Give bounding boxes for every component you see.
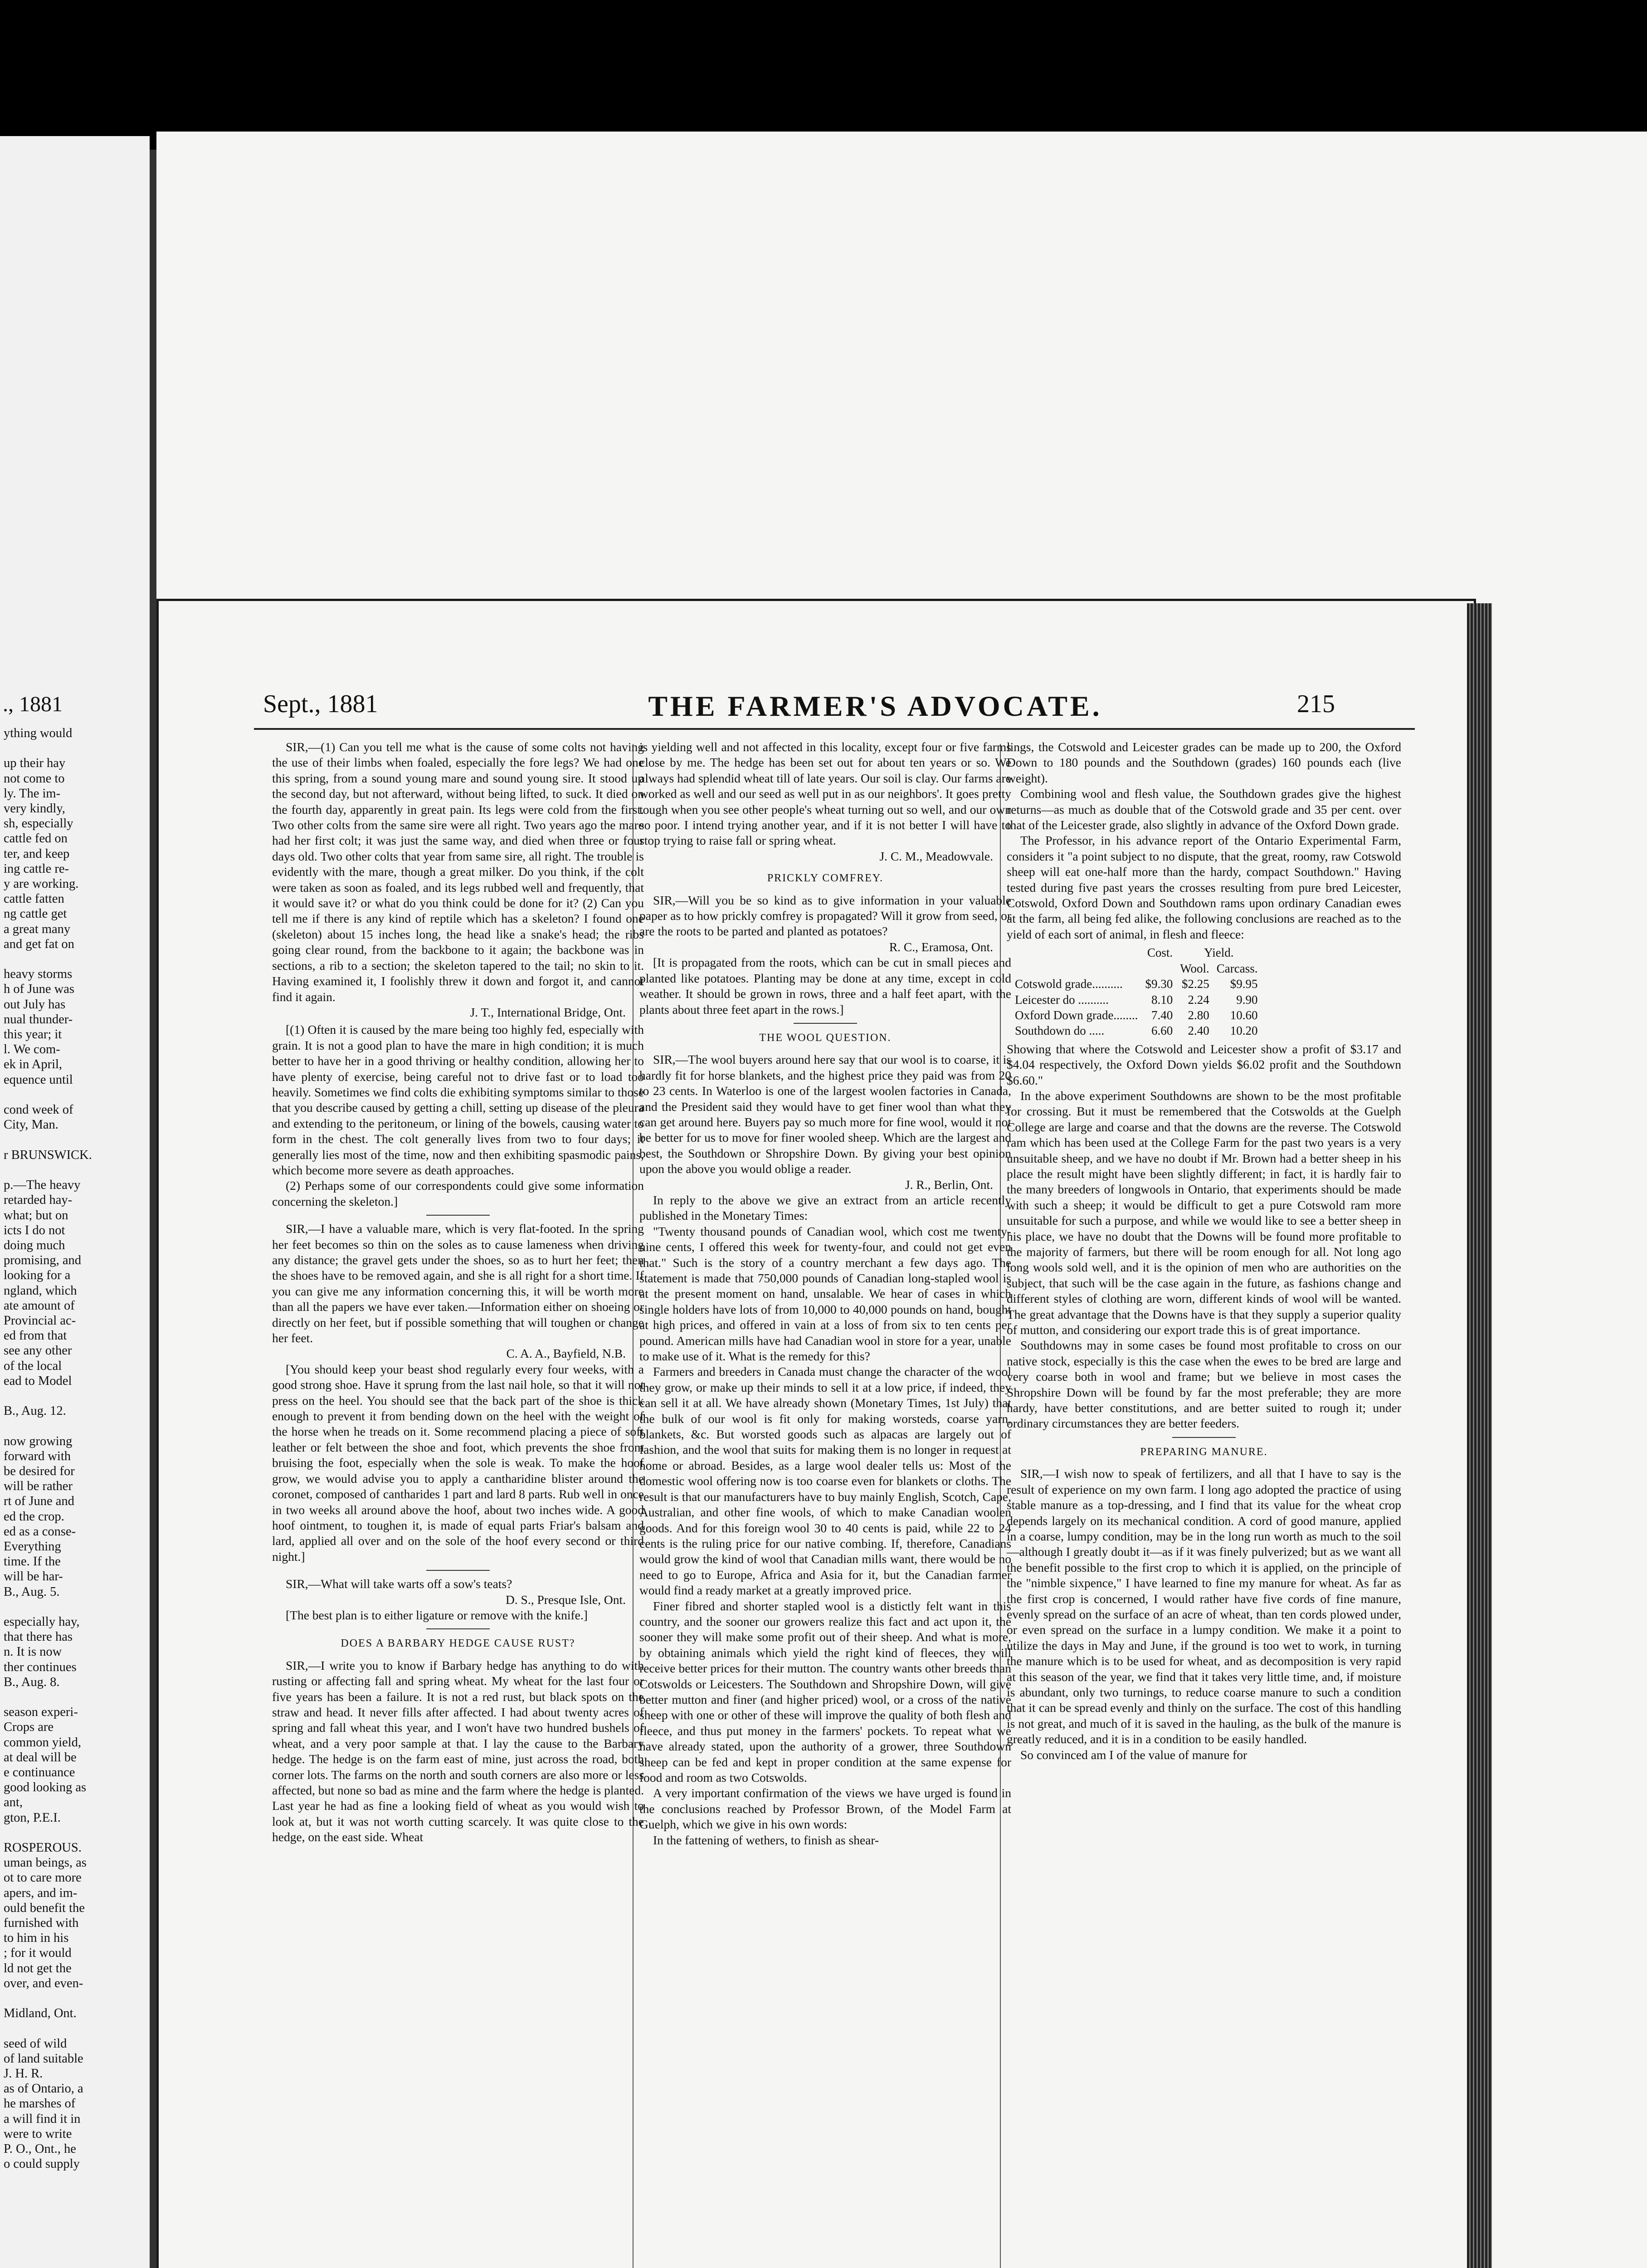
left-page-line: P. O., Ont., he bbox=[4, 2142, 76, 2156]
paragraph: So convinced am I of the value of manure for bbox=[1020, 1747, 1247, 1762]
left-page-line: out July has bbox=[4, 997, 66, 1012]
left-page-line: be desired for bbox=[4, 1464, 75, 1478]
table-row bbox=[1011, 1007, 1261, 1023]
paragraph: Southdowns may in some cases be found most profitable to cross on our native stock, especially is this the case when the ewes to be bred are large and very coarse both in wool and frame; but we believe in most cases the Shropshire Down will be found by far the most preferable; they are more hardy, have better constitutions, and are better suited to rough it; under ordinary circumstances they are better feeders. bbox=[1007, 1338, 1401, 1431]
signature: J. R., Berlin, Ont. bbox=[905, 1177, 993, 1192]
left-page-line bbox=[4, 1163, 148, 1178]
left-page-line: forward with bbox=[4, 1449, 71, 1463]
left-page-line: e continuance bbox=[4, 1765, 75, 1780]
left-page-line: ate amount of bbox=[4, 1298, 75, 1313]
left-page-line: equence until bbox=[4, 1072, 73, 1087]
table-header-yield: Yield. bbox=[1204, 946, 1234, 960]
carcass-cell: $9.95 bbox=[1230, 977, 1258, 991]
left-page-line bbox=[4, 1991, 148, 2006]
left-page-line: apers, and im- bbox=[4, 1886, 78, 1900]
left-page-line: this year; it bbox=[4, 1027, 62, 1042]
left-page-line: ther continues bbox=[4, 1660, 77, 1674]
breed-cell: Oxford Down grade........ bbox=[1015, 1008, 1138, 1022]
left-page-line: l. We com- bbox=[4, 1042, 60, 1057]
left-page-line: looking for a bbox=[4, 1268, 71, 1283]
left-page-line: ek in April, bbox=[4, 1057, 63, 1072]
left-page-line: of land suitable bbox=[4, 2051, 83, 2066]
section-heading: THE WOOL QUESTION. bbox=[759, 1031, 892, 1044]
left-page-line: o could supply bbox=[4, 2157, 80, 2171]
left-page-line bbox=[4, 952, 148, 967]
section-heading: DOES A BARBARY HEDGE CAUSE RUST? bbox=[341, 1637, 575, 1650]
letter-warts: SIR,—What will take warts off a sow's teats? bbox=[286, 1577, 512, 1591]
letter-mare-feet: SIR,—I have a valuable mare, which is very flat-footed. In the spring her feet becomes so thin on the soles as to cause lameness when driving any distance; the gravel gets under the shoes, so as to hurt her feet; then the shoes have to be removed again, and she is all right for a short time. If you can give me any information concerning this, it will be worth more than all the papers we have ever taken.—Information either on shoeing or directly on her feet, but if possible something that will toughen or change her feet. bbox=[272, 1222, 644, 1345]
left-page-line: r BRUNSWICK. bbox=[4, 1148, 92, 1162]
left-page-line: of the local bbox=[4, 1359, 62, 1373]
left-page-line: up their hay bbox=[4, 756, 66, 771]
divider bbox=[1172, 1437, 1236, 1438]
left-page-line: ould benefit the bbox=[4, 1901, 85, 1915]
table-row bbox=[1011, 976, 1261, 992]
left-page-line: ead to Model bbox=[4, 1374, 72, 1388]
letter-comfrey: SIR,—Will you be so kind as to give information in your valuable paper as to how prickly comfrey is propagated? Will it grow from seed, or are the roots to be parted and planted as potatoes? bbox=[639, 893, 1011, 938]
editor-answer: [The best plan is to either ligature or remove with the knife.] bbox=[286, 1608, 588, 1622]
paragraph: The Professor, in his advance report of the Ontario Experimental Farm, considers it "a point subject to no dispute, that the great, roomy, raw Cotswold sheep will eat one-half more than the hardy, compact Southdown." Having tested during five past years the crosses resulting from pure bred Leicester, Cotswold, Oxford Down and Southdown rams upon ordinary Canadian ewes at the farm, all being fed alike, the following conclusions are reached as to the yield of each sort of animal, in flesh and fleece: bbox=[1007, 833, 1401, 941]
left-page-line: nual thunder- bbox=[4, 1012, 73, 1026]
breed-cell: Southdown do ..... bbox=[1015, 1024, 1105, 1038]
page-date: Sept., 1881 bbox=[263, 690, 378, 718]
left-page-line: B., Aug. 12. bbox=[4, 1404, 66, 1418]
left-page-line bbox=[4, 1825, 148, 1840]
masthead-title: THE FARMER'S ADVOCATE. bbox=[648, 690, 1102, 722]
left-page-line bbox=[4, 1599, 148, 1614]
left-page-line bbox=[4, 1132, 148, 1147]
column-3 bbox=[1007, 739, 1401, 1763]
left-page-header: ., 1881 bbox=[3, 692, 63, 716]
left-page-line: ; for it would bbox=[4, 1946, 72, 1960]
carcass-cell: 10.20 bbox=[1230, 1024, 1258, 1038]
breed-cell: Cotswold grade.......... bbox=[1015, 977, 1123, 991]
header-rule bbox=[254, 728, 1415, 730]
left-page-line: especially hay, bbox=[4, 1614, 80, 1629]
left-page-line bbox=[4, 1388, 148, 1403]
section-heading: PREPARING MANURE. bbox=[1140, 1446, 1268, 1458]
left-page-line: Midland, Ont. bbox=[4, 2006, 77, 2021]
left-page-line: sh, especially bbox=[4, 816, 73, 831]
left-page-line: what; but on bbox=[4, 1208, 68, 1222]
paragraph: "Twenty thousand pounds of Canadian wool, which cost me twenty-nine cents, I offered this week for twenty-four, and could not get even that." Such is the story of a country merchant a few days ago. The statement is made that 750,000 pounds of Canadian long-stapled wool is at the present moment on hand, unsalable. We hear of cases in which single holders have lots of from 10,000 to 40,000 pounds on hand, bought at high prices, and offered in vain at a loss of from six to ten cents per pound. American mills have had Canadian wool in store for a year, unable to make use of it. What is the remedy for this? bbox=[639, 1224, 1011, 1364]
left-page-line: ant, bbox=[4, 1795, 23, 1810]
table-header-wool: Wool. bbox=[1180, 961, 1209, 975]
letter-barbary: SIR,—I write you to know if Barbary hedge has anything to do with rusting or affecting fall and spring wheat. My wheat for the last four or five years has been a failure. It is not a red rust, but black spots on the straw and head. It never fills after affected. I had about twenty acres of spring and fall wheat this year, and I won't have two hundred bushels of wheat, and a very poor sample at that. I lay the cause to the Barbary hedge. The hedge is on the farm east of mine, just across the road, both corner lots. The farms on the north and south corners are also more or less affected, but none so bad as mine and the farm where the hedge is planted. Last year he had as fine a looking field of wheat as you would wish to look at, but it was not worth cutting scarcely. It was quite close to the hedge, on the east side. Wheat bbox=[272, 1658, 644, 1844]
left-page-line: a will find it in bbox=[4, 2112, 81, 2126]
table-row bbox=[1011, 992, 1261, 1007]
paragraph: In the above experiment Southdowns are shown to be the most profitable for crossing. But it must be remembered that the Cotswolds at the Guelph College are large and coarse and that the downs are the reverse. The Cotswold ram which has been used at the College Farm for the past two years is a very unsuitable sheep, and we have no doubt if Mr. Brown had a better sheep in his place the result might have been slightly different; in fact, it is hardly fair to the many breeders of longwools in Ontario, that experiments should be made with such a sheep; it would be difficult to get a pure Cotswold ram more unsuitable for such a purpose, and while we would like to see a better sheep in his place, we have no doubt that the Downs will be found more profitable to the majority of farmers, but there will be room enough for all. Not long ago long wools sold well, and it is the opinion of men who are authorities on the subject, that such will be the case again in the future, as fashions change and different styles of clothing are worn, different kinds of wool will be wanted. The great advantage that the Downs have is that they supply a superior quality of mutton, and considering our export trade this is of great importance. bbox=[1007, 1088, 1401, 1337]
left-page-line: retarded hay- bbox=[4, 1193, 73, 1207]
left-page-line bbox=[4, 1418, 148, 1433]
signature: R. C., Eramosa, Ont. bbox=[889, 939, 993, 954]
column-2 bbox=[639, 739, 1011, 1848]
left-page-line: J. H. R. bbox=[4, 2067, 43, 2081]
left-page-line: and get fat on bbox=[4, 937, 74, 951]
left-page-line: City, Man. bbox=[4, 1118, 58, 1132]
table-header-cost: Cost. bbox=[1147, 946, 1173, 960]
left-page-line: very kindly, bbox=[4, 802, 65, 816]
left-page-line: ng cattle get bbox=[4, 907, 67, 921]
left-page-line: icts I do not bbox=[4, 1223, 65, 1237]
left-page-column bbox=[4, 726, 148, 2172]
sheep-yield-table bbox=[1011, 945, 1261, 1038]
table-header-carcass: Carcass. bbox=[1216, 961, 1258, 975]
left-page-line: cond week of bbox=[4, 1103, 73, 1117]
left-page-line: Provincial ac- bbox=[4, 1313, 76, 1328]
left-page-line: ly. The im- bbox=[4, 786, 61, 801]
left-page-line: ld not get the bbox=[4, 1961, 72, 1975]
letter-wool: SIR,—The wool buyers around here say that our wool is to coarse, it is hardly fit for horse blankets, and the highest price they paid was from 20 to 23 cents. In Waterloo is one of the largest woolen factories in Canada, and the President said they would have to get finer wool than what they can get around here. Buyers pay so much more for fine wool, would it not be better for us to move for finer wooled sheep. Which are the largest and best, the Southdown or Shropshire Down. By giving your best opinion upon the above you would oblige a reader. bbox=[639, 1052, 1011, 1176]
carcass-cell: 10.60 bbox=[1230, 1008, 1258, 1022]
left-page-line bbox=[4, 1087, 148, 1102]
book-edge bbox=[1467, 603, 1492, 2268]
wool-cell: 2.80 bbox=[1188, 1008, 1209, 1022]
left-page-line: ed as a conse- bbox=[4, 1524, 76, 1539]
left-page-line: season experi- bbox=[4, 1705, 78, 1720]
left-page-line: now growing bbox=[4, 1434, 73, 1448]
wool-cell: 2.40 bbox=[1188, 1024, 1209, 1038]
left-page-line: ed the crop. bbox=[4, 1509, 64, 1524]
table-row bbox=[1011, 1023, 1261, 1038]
cost-cell: 6.60 bbox=[1151, 1024, 1173, 1038]
divider bbox=[426, 1570, 490, 1571]
left-page-line: p.—The heavy bbox=[4, 1178, 81, 1193]
left-page-line: as of Ontario, a bbox=[4, 2082, 83, 2096]
left-page-line: uman beings, as bbox=[4, 1856, 87, 1870]
left-page-line: Everything bbox=[4, 1539, 61, 1554]
signature: D. S., Presque Isle, Ont. bbox=[505, 1592, 626, 1607]
left-page-line: ngland, which bbox=[4, 1283, 77, 1298]
editor-answer: [You should keep your beast shod regularly every four weeks, with a good strong shoe. Have it sprung from the last nail hole, so that it will not press on the heel. You should see that the back part of the shoe is thick enough to prevent it from bending down on the heel with the weight of the horse when he treads on it. Some recommend placing a piece of soft leather or felt between the shoe and foot, which prevents the shoe from bruising the foot, especially when the sole is weak. To make the hoof grow, we would advise you to apply a cantharidine blister around the coronet, composed of cantharides 1 part and lard 8 parts. Rub well in once in two weeks all around above the hoof, about two inches wide. A good hoof ointment, to toughen it, is made of equal parts Friar's balsam and lard, applied all over and on the sole of the hoof every second or third night.] bbox=[272, 1362, 644, 1564]
left-page-line: furnished with bbox=[4, 1916, 79, 1931]
left-page-line: gton, P.E.I. bbox=[4, 1810, 61, 1825]
letter-manure: SIR,—I wish now to speak of fertilizers, and all that I have to say is the result of experience on my own farm. I long ago adopted the practice of using stable manure as a top-dressing, and I find that its value for the wheat crop depends largely on its mechanical condition. A cord of good manure, applied in a coarse, lumpy condition, may be in the long run worth as much to the soil—although I greatly doubt it—as if it was finely pulverized; but as we want all the benefit possible to the first crop to which it is applied, on the principle of the "nimble sixpence," I have learned to fine my manure for wheat. As far as the first crop is concerned, I would rather have five cords of fine manure, evenly spread on the surface of an acre of wheat, than ten cords plowed under, or even spread on the surface in a lumpy condition. We make it a point to utilize the days in May and June, if the ground is too wet to work, in turning the manure which is to be used for wheat, and as decomposition is very rapid at this season of the year, we find that it takes very little time, and, if moisture is abundant, only two turnings, to reduce coarse manure to such a condition that it can be spread evenly and thinly on the surface. The cost of this handling is not great, and much of it is saved in the hauling, as the bulk of the manure is greatly reduced, and it is in a condition to be easily handled. bbox=[1007, 1466, 1401, 1746]
left-page-line: to him in his bbox=[4, 1931, 69, 1945]
left-page-line: were to write bbox=[4, 2126, 72, 2141]
left-page-line: see any other bbox=[4, 1344, 72, 1358]
left-page-line: a great many bbox=[4, 922, 71, 936]
left-page-fragment bbox=[0, 136, 150, 2268]
left-page-line: cattle fed on bbox=[4, 831, 68, 846]
page-number: 215 bbox=[1297, 690, 1335, 718]
carcass-cell: 9.90 bbox=[1236, 992, 1258, 1007]
left-page-line bbox=[4, 1690, 148, 1705]
editor-answer: (2) Perhaps some of our correspondents could give some information concerning the skeleton.] bbox=[272, 1178, 644, 1208]
wool-cell: 2.24 bbox=[1188, 992, 1209, 1007]
left-page-line: y are working. bbox=[4, 877, 79, 891]
left-page-line: over, and even- bbox=[4, 1976, 83, 1990]
left-page-line: h of June was bbox=[4, 982, 74, 997]
paragraph: A very important confirmation of the views we have urged is found in the conclusions reached by Professor Brown, of the Model Farm at Guelph, which we give in his own words: bbox=[639, 1786, 1011, 1832]
editor-answer: [It is propagated from the roots, which can be cut in small pieces and planted like potatoes. Planting may be done at any time, except in cold weather. It should be grown in rows, three and a half feet apart, with the plants about three feet apart in the rows.] bbox=[639, 955, 1011, 1017]
breed-cell: Leicester do .......... bbox=[1015, 992, 1109, 1007]
left-page-line: will be rather bbox=[4, 1479, 73, 1494]
left-page-line: rt of June and bbox=[4, 1494, 74, 1509]
left-page-line bbox=[4, 2021, 148, 2036]
paragraph: In the fattening of wethers, to finish as shear- bbox=[653, 1833, 879, 1847]
left-page-line: at deal will be bbox=[4, 1750, 77, 1765]
editor-answer: [(1) Often it is caused by the mare being too highly fed, especially with grain. It is not a good plan to have the mare in high condition; it is much better to have her in a good thriving or healthy condition, allowing her to have plenty of exercise, being careful not to drive fast or to load too heavily. Sometimes we find colts die exhibiting symptoms similar to those that you describe caused by getting a chill, setting up disease of the pleura and extending to the peritoneum, or lining of the bowels, causing water to form in the chest. The colt generally lives from two to four days; it generally lies most of the time, now and then exhibiting spasmodic pains, which become more severe as death approaches. bbox=[272, 1022, 644, 1177]
cost-cell: 8.10 bbox=[1151, 992, 1173, 1007]
left-page-line: heavy storms bbox=[4, 967, 73, 982]
left-page-line: not come to bbox=[4, 771, 65, 786]
left-page-line: Crops are bbox=[4, 1720, 54, 1735]
left-page-line: ed from that bbox=[4, 1329, 67, 1343]
left-page-line: ot to care more bbox=[4, 1871, 82, 1885]
cost-cell: 7.40 bbox=[1151, 1008, 1173, 1022]
left-page-line: good looking as bbox=[4, 1780, 87, 1795]
left-page-line: promising, and bbox=[4, 1253, 81, 1268]
paragraph: Farmers and breeders in Canada must change the character of the wool they grow, or make up their minds to sell it at a low price, if indeed, they can sell it at all. We have already shown (Monetary Times, 1st July) that the bulk of our wool is fit only for making worsteds, coarse yarn, blankets, &c. But worsted goods such as alpacas are largely out of fashion, and the wool that suits for making them is no longer in request at home or abroad. Besides, as a large wool dealer tells us: Most of the domestic wool offering now is too coarse even for blankets or cloths. The result is that our manufacturers have to buy mainly English, Scotch, Cape, Australian, and other fine wools, of which to make Canadian woolen goods. And for this foreign wool 30 to 40 cents is paid, while 22 to 24 cents is the ruling price for our native combing. If, therefore, Canadians would grow the kind of wool that Canadian mills want, there would be no need to go to Europe, Africa and Asia for it, but the Canadian farmer would find a ready market at a greatly improved price. bbox=[639, 1364, 1011, 1598]
letter-colts: SIR,—(1) Can you tell me what is the cause of some colts not having the use of their limbs when foaled, especially the fore legs? We had one this spring, from a sound young mare and sound young sire. It stood up the second day, but not afterward, without being lifted, to suck. It died on the fourth day, apparently in great pain. Its legs were cold from the first. Two other colts from the same sire were all right. Two years ago the mare had her first colt; it was just the same way, and died when three or four days old. Two other colts that year from same sire, all right. The trouble is evidently with the mare, though a great milker. Do you think, if the colt were taken as soon as foaled, and its legs rubbed well and frequently, that it would save it? or what do you think could be done for it? (2) Can you tell me if there is any kind of reptile which has a skeleton? I found one (skeleton) about 15 inches long, the head like a snake's head; the ribs going clear round, from the backbone to it again; the backbone was in sections, a rib to a section; the skeleton tapered to the tail; no skin to it. Having examined it, I foolishly threw it down and forgot it, and cannot find it again. bbox=[272, 740, 644, 1004]
paragraph: Combining wool and flesh value, the Southdown grades give the highest returns—as much as double that of the Cotswold grade and 35 per cent. over that of the Leicester grade, also slightly in advance of the Oxford Down grade. bbox=[1007, 787, 1401, 832]
left-page-line: common yield, bbox=[4, 1735, 81, 1750]
letter-continued: is yielding well and not affected in this locality, except four or five farms close by me. The hedge has been set out for about ten years or so. We always had splendid wheat till of late years. Our soil is clay. Our farms are worked as well and our seed as well put in as our neighbors'. It goes pretty tough when you see other people's wheat turning out so well, and our own so poor. I intend trying another year, and if it is not better I will have to stop trying to raise fall or spring wheat. bbox=[639, 740, 1011, 848]
left-page-line: cattle fatten bbox=[4, 892, 64, 906]
paragraph: In reply to the above we give an extract from an article recently published in the Monetary Times: bbox=[639, 1193, 1011, 1223]
paragraph: Finer fibred and shorter stapled wool is a distictly felt want in this country, and the sooner our growers realize this fact and act upon it, the sooner they will make some profit out of their sheep. And what is more, by obtaining animals which yield the right kind of fleeces, they will receive better prices for their mutton. The country wants other breeds than Cotswolds or Leicesters. The Southdown and Shropshire Down, will give better mutton and finer (and higher priced) wool, or a cross of the native sheep with one or other of these will improve the quality of both flesh and fleece, and thus put money in the farmers' pockets. To repeat what we have already stated, upon the authority of a grower, three Southdown sheep can be fed and kept in proper condition at the same expense for food and room as two Cotswolds. bbox=[639, 1598, 1011, 1784]
wool-cell: $2.25 bbox=[1182, 977, 1209, 991]
signature: C. A. A., Bayfield, N.B. bbox=[506, 1346, 626, 1361]
left-page-line: seed of wild bbox=[4, 2036, 67, 2051]
left-page-line: B., Aug. 5. bbox=[4, 1584, 60, 1599]
divider bbox=[426, 1628, 490, 1629]
divider bbox=[794, 1023, 857, 1024]
signature: J. C. M., Meadowvale. bbox=[879, 849, 993, 863]
left-page-line: ter, and keep bbox=[4, 846, 70, 861]
left-page-line: time. If the bbox=[4, 1554, 61, 1569]
paragraph: Showing that where the Cotswold and Leicester show a profit of $3.17 and $4.04 respectively, the Oxford Down yields $6.02 profit and the Southdown $6.60." bbox=[1007, 1041, 1401, 1087]
left-page-line: ing cattle re- bbox=[4, 861, 69, 876]
left-page-line: ROSPEROUS. bbox=[4, 1841, 82, 1855]
left-page-line: ything would bbox=[4, 726, 73, 740]
section-heading: PRICKLY COMFREY. bbox=[767, 872, 884, 885]
left-page-line: doing much bbox=[4, 1238, 65, 1252]
column-1 bbox=[272, 739, 644, 1845]
paragraph: lings, the Cotswold and Leicester grades can be made up to 200, the Oxford Down to 180 pounds and the Southdown (grades) 160 pounds each (live weight). bbox=[1007, 740, 1401, 785]
left-page-line: that there has bbox=[4, 1630, 73, 1644]
left-page-line: he marshes of bbox=[4, 2097, 76, 2111]
left-page-line bbox=[4, 741, 148, 756]
left-page-line: n. It is now bbox=[4, 1645, 62, 1659]
signature: J. T., International Bridge, Ont. bbox=[470, 1005, 626, 1019]
divider bbox=[426, 1215, 490, 1216]
left-page-line: will be har- bbox=[4, 1569, 63, 1584]
left-page-line: B., Aug. 8. bbox=[4, 1675, 60, 1689]
cost-cell: $9.30 bbox=[1145, 977, 1173, 991]
